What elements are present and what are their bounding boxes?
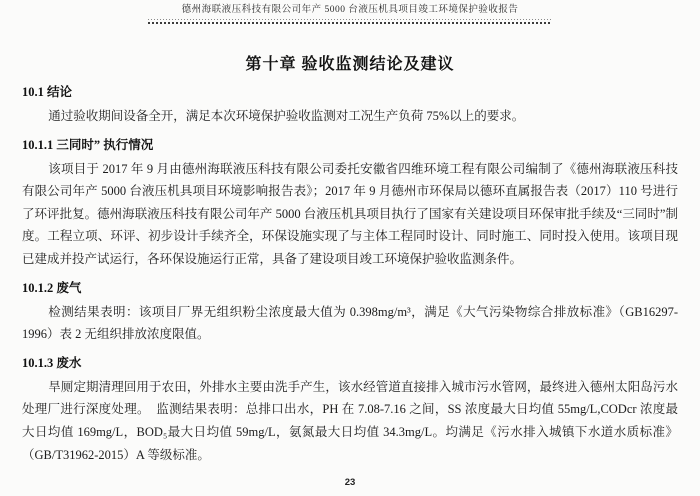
header-divider-bottom-rule: [148, 22, 552, 24]
header-divider-top-rule: [148, 19, 552, 20]
section-paragraph-conclusion: 通过验收期间设备全开，满足本次环境保护验收监测对工况生产负荷 75%以上的要求。: [48, 109, 525, 123]
section-heading-three-simultaneous: 10.1.1 三同时” 执行情况: [22, 137, 154, 152]
header-divider: [148, 19, 552, 24]
page-number: 23: [344, 477, 356, 488]
section-heading-waste-water: 10.1.3 废水: [22, 355, 82, 370]
section-paragraph-waste-gas: 检测结果表明：该项目厂界无组织粉尘浓度最大值为 0.398mg/m³，满足《大气污染物综合排放标准》（GB16297-1996）表 2 无组织排放浓度限值。: [22, 304, 678, 342]
running-header: 德州海联液压科技有限公司年产 5000 台液压机具项目竣工环境保护验收报告: [181, 5, 519, 15]
section-heading-waste-gas: 10.1.2 废气: [22, 280, 82, 295]
section-heading-conclusion: 10.1 结论: [22, 85, 73, 99]
chapter-title: 第十章 验收监测结论及建议: [245, 56, 455, 73]
section-paragraph-waste-water: 旱厕定期清理回用于农田，外排水主要由洗手产生，该水经管道直接排入城市污水管网，最终进入德州太阳岛污水处理厂进行深度处理。 监测结果表明：总排口出水，PH 在 7.08-7.16 之间，SS 浓度最大日均值 55mg/L,CODcr 浓度最大日均值 169mg/L，BOD₅最大日均值 59mg/L，氨氮最大日均值 34.3mg/L。均满足《污水排入城镇下水道水质标准》（GB/T31962-2015）A 等级标准。: [22, 379, 678, 462]
document-body: [22, 82, 678, 466]
section-paragraph-three-simultaneous: 该项目于 2017 年 9 月由德州海联液压科技有限公司委托安徽省四维环境工程有限公司编制了《德州海联液压科技有限公司年产 5000 台液压机具项目环境影响报告表》；2017 年 9 月德州市环保局以德环直属报告表（2017）110 号进行了环评批复。德州海联液压科技有限公司年产 5000 台液压机具项目执行了国家有关建设项目环保审批手续及“三同时”制度。工程立项、环评、初步设计手续齐全，环保设施实现了与主体工程同时设计、同时施工、同时投入使用。该项目现已建成并投产试运行，各环保设施运行正常，具备了建设项目竣工环境保护验收监测条件。: [22, 161, 678, 266]
